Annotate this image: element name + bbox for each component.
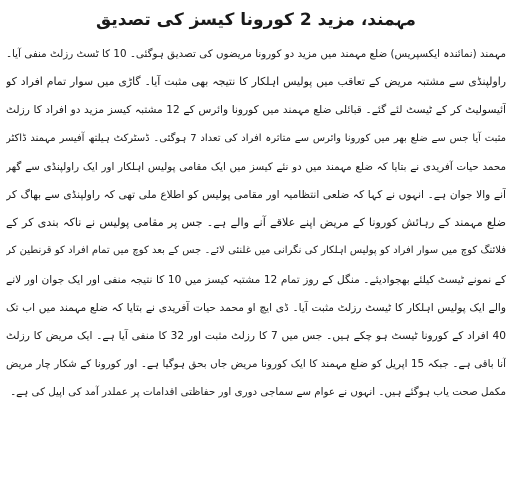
body-line: آنا باقی ہے۔ جبکہ 15 اپریل کو ضلع مہمند کا ایک کورونا مریض جاں بحق ہوگیا ہے۔ اور کورونا کے شکار چار مریض	[6, 358, 506, 371]
body-line: والے ایک پولیس اہلکار کا ٹیسٹ رزلٹ مثبت آیا۔ ڈی ایچ او محمد حیات آفریدی نے بتایا کہ ضلع مہمند میں اب تک	[6, 301, 506, 314]
body-line: آئیسولیٹ کر کے ٹیسٹ لئے گئے۔ قبائلی ضلع مہمند میں کورونا وائرس کے 12 مشتبہ کیسز مزید دو افراد کا رزلٹ	[6, 104, 506, 117]
body-line: مثبت آیا جس سے ضلع بھر میں کورونا وائرس سے متاثرہ افراد کی تعداد 7 ہوگئی۔ ڈسٹرکٹ ہیلتھ آفیسر مہمند ڈاکٹر	[6, 132, 506, 144]
body-line: ضلع مہمند کے رہائش کورونا کے مریض اپنے علاقے آنے والے ہے۔ جس پر مقامی پولیس نے ناکہ بندی کر کے	[6, 216, 506, 230]
headline: مہمند، مزید 2 کورونا کیسز کی تصدیق	[96, 10, 416, 30]
body-line: فلائنگ کوچ میں سوار افراد کو پولیس اہلکار کی نگرانی میں غلنئی لائے۔ جس کے بعد کوچ میں تمام افراد کو قرنطین کر	[6, 245, 506, 257]
body-line: مکمل صحت یاب ہوگئے ہیں۔ انہوں نے عوام سے سماجی دوری اور حفاظتی اقدامات پر عملدر آمد کی اپیل کی ہے۔	[10, 386, 506, 399]
article-body	[6, 40, 506, 406]
body-line: مہمند (نمائندہ ایکسپریس) ضلع مہمند میں مزید دو کورونا مریضوں کی تصدیق ہوگئی۔ 10 کا ٹسٹ رزلٹ منفی آیا۔	[6, 48, 506, 60]
body-line: راولپنڈی سے مشتبہ مریض کے تعاقب میں پولیس اہلکار کا نتیجہ بھی مثبت آیا۔ گاڑی میں سوار تمام افراد کو	[6, 75, 506, 89]
body-line: کے نمونے ٹیسٹ کیلئے بھجوادیئے۔ منگل کے روز تمام 12 مشتبہ کیسز میں 10 کا نتیجہ منفی اور ایک جوان اور لانے	[6, 273, 506, 286]
body-line: 40 افراد کے کورونا ٹیسٹ ہو چکے ہیں۔ جس میں 7 کا رزلٹ مثبت اور 32 کا منفی آیا ہے۔ ایک مریض کا رزلٹ	[6, 329, 506, 342]
body-line: محمد حیات آفریدی نے بتایا کہ ضلع مہمند میں دو نئے کیسز میں ایک مقامی پولیس اہلکار اور ایک راولپنڈی سے گھر	[6, 160, 506, 173]
body-line: آنے والا جوان ہے۔ انہوں نے کہا کہ ضلعی انتظامیہ اور مقامی پولیس کو اطلاع ملی تھی کہ راولپنڈی سے بھاگ کر	[6, 188, 506, 201]
